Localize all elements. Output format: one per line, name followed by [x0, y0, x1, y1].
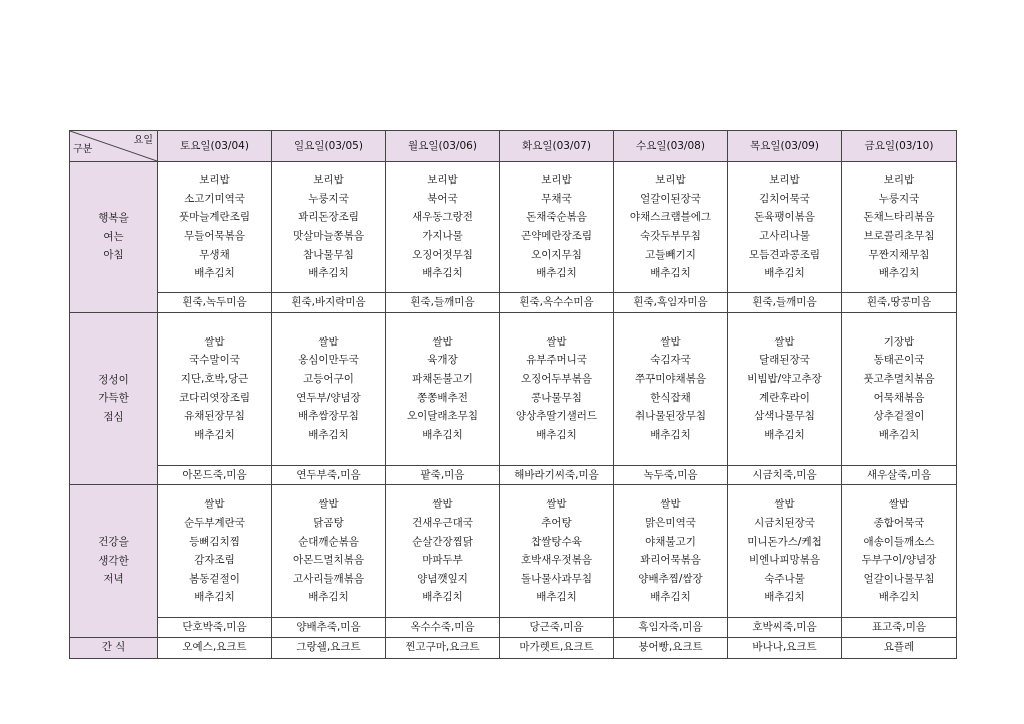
breakfast-porridge-cell: 흰죽,들깨미음 — [386, 293, 500, 313]
menu-item: 종합어묵국 — [873, 517, 925, 529]
menu-item: 배추김치 — [764, 428, 805, 441]
menu-item: 얼갈이된장국 — [640, 192, 701, 205]
lunch-label-line: 가득한 — [98, 392, 129, 405]
lunch-porridge-cell: 녹두죽,미음 — [614, 465, 728, 485]
menu-item: 배추김치 — [878, 428, 920, 441]
menu-item: 쌀밥 — [546, 335, 567, 348]
menu-item: 연두부/양념장 — [296, 391, 361, 404]
menu-item: 배추김치 — [422, 428, 463, 441]
menu-item: 보리밥 — [427, 174, 458, 187]
menu-item: 순살간장찜닭 — [412, 535, 473, 548]
breakfast-menu-cell — [842, 162, 957, 293]
menu-item: 배추김치 — [536, 428, 577, 441]
menu-item: 배추김치 — [650, 428, 691, 441]
lunch-porridge-row — [70, 465, 957, 485]
menu-item: 쌀밥 — [660, 498, 681, 511]
menu-item: 누룽지국 — [308, 192, 349, 205]
breakfast-label — [70, 162, 158, 313]
menu-item: 배추김치 — [194, 591, 235, 604]
menu-item: 맛살마늘쫑볶음 — [292, 230, 364, 242]
dinner-label — [70, 485, 158, 638]
menu-item: 미니돈가스/케첩 — [747, 535, 822, 548]
menu-item: 쌀밥 — [774, 335, 795, 348]
menu-item: 쌀밥 — [888, 498, 910, 511]
menu-item: 양념깻잎지 — [417, 572, 468, 585]
menu-item: 얼갈이나물무침 — [863, 572, 935, 585]
menu-item: 애송이들깨소스 — [863, 535, 935, 548]
menu-item: 달래된장국 — [759, 354, 810, 367]
breakfast-menu-cell — [728, 162, 842, 293]
menu-item: 삼색나물무침 — [754, 410, 815, 423]
dinner-menu-cell — [728, 485, 842, 618]
menu-item: 오이지무침 — [531, 248, 582, 261]
menu-item: 배추김치 — [650, 267, 691, 280]
lunch-row — [70, 312, 957, 465]
menu-item: 꽈리어묵볶음 — [640, 554, 701, 567]
menu-item: 배추김치 — [878, 267, 920, 280]
snack-cell: 오예스,요크트 — [158, 637, 272, 658]
corner-category-label: 구분 — [73, 144, 93, 156]
dinner-porridge-cell: 옥수수죽,미음 — [386, 618, 500, 638]
menu-item: 야채불고기 — [645, 535, 696, 548]
breakfast-porridge-cell: 흰죽,땅콩미음 — [842, 293, 957, 313]
menu-item: 비빔밥/약고추장 — [747, 373, 822, 385]
breakfast-porridge-cell: 흰죽,들깨미음 — [728, 293, 842, 313]
breakfast-porridge-cell: 흰죽,바지락미음 — [272, 293, 386, 313]
menu-item: 배추김치 — [308, 267, 349, 280]
menu-item: 쌀밥 — [204, 335, 225, 348]
lunch-menu-cell — [728, 312, 842, 465]
dinner-porridge-cell: 단호박죽,미음 — [158, 618, 272, 638]
menu-item: 콩나물무침 — [531, 391, 582, 404]
menu-item: 배추김치 — [194, 267, 235, 280]
corner-day-label: 요일 — [133, 135, 153, 146]
lunch-menu-cell — [158, 312, 272, 465]
breakfast-porridge-cell: 흰죽,흑임자미음 — [614, 293, 728, 313]
dinner-label-line: 생각한 — [98, 554, 129, 567]
lunch-menu-cell — [386, 312, 500, 465]
corner-cell — [70, 131, 158, 162]
menu-item: 국수말이국 — [189, 354, 240, 367]
snack-cell: 마가렛트,요크트 — [500, 637, 614, 658]
menu-item: 찹쌀탕수육 — [531, 535, 582, 548]
snack-row — [70, 637, 957, 658]
lunch-porridge-cell: 아몬드죽,미음 — [158, 465, 272, 485]
breakfast-porridge-cell: 흰죽,옥수수미음 — [500, 293, 614, 313]
menu-item: 숙김자국 — [650, 354, 691, 367]
menu-item: 가지나물 — [422, 230, 463, 242]
lunch-label-line: 점심 — [103, 410, 124, 423]
menu-item: 숙갓두부무침 — [640, 230, 701, 242]
menu-item: 닭곰탕 — [313, 517, 344, 529]
menu-item: 무생채 — [199, 248, 230, 261]
menu-item: 동태곤이국 — [873, 354, 925, 367]
breakfast-porridge-cell: 흰죽,녹두미음 — [158, 293, 272, 313]
menu-item: 어묵채볶음 — [873, 391, 925, 404]
snack-cell: 요플레 — [842, 637, 957, 658]
dinner-porridge-cell: 흑임자죽,미음 — [614, 618, 728, 638]
menu-item: 브로콜리초무침 — [863, 230, 935, 242]
lunch-porridge-cell: 시금치죽,미음 — [728, 465, 842, 485]
menu-item: 오이달래초무침 — [406, 410, 478, 423]
dinner-porridge-cell: 양배추죽,미음 — [272, 618, 386, 638]
dinner-menu-cell — [500, 485, 614, 618]
breakfast-menu-cell — [158, 162, 272, 293]
menu-item: 기장밥 — [883, 335, 915, 348]
menu-item: 쌀밥 — [774, 498, 795, 511]
lunch-porridge-cell: 팥죽,미음 — [386, 465, 500, 485]
menu-item: 코다리엿장조림 — [178, 391, 250, 404]
menu-item: 배추김치 — [422, 591, 463, 604]
menu-item: 쭈꾸미야채볶음 — [634, 373, 706, 385]
day-header: 화요일(03/07) — [500, 131, 614, 162]
lunch-label-line: 정성이 — [98, 373, 129, 386]
menu-item: 보리밥 — [313, 174, 344, 187]
menu-item: 유부주머니국 — [526, 354, 587, 367]
dinner-label-line: 건강을 — [98, 536, 129, 549]
menu-item: 돈육팽이볶음 — [754, 211, 815, 224]
menu-item: 호박새우젓볶음 — [520, 554, 592, 567]
menu-item: 누룽지국 — [878, 192, 920, 205]
menu-item: 무들어묵볶음 — [184, 230, 245, 242]
menu-item: 무짠지채무침 — [868, 248, 930, 261]
menu-item: 쌀밥 — [660, 335, 681, 348]
breakfast-menu-cell — [614, 162, 728, 293]
menu-item: 쌀밥 — [432, 335, 453, 348]
menu-item: 계란후라이 — [759, 391, 810, 404]
menu-item: 상추겉절이 — [873, 410, 925, 423]
dinner-label-line: 저녁 — [103, 573, 124, 586]
menu-item: 두부구이/양념장 — [861, 554, 937, 567]
menu-item: 아몬드멸치볶음 — [292, 554, 364, 567]
snack-cell: 붕어빵,요크트 — [614, 637, 728, 658]
snack-label: 간 식 — [70, 637, 158, 658]
breakfast-porridge-row — [70, 293, 957, 313]
menu-item: 무채국 — [541, 192, 572, 205]
menu-item: 북어국 — [427, 192, 458, 205]
menu-item: 배추김치 — [764, 267, 805, 280]
menu-item: 시금치된장국 — [754, 517, 815, 529]
dinner-menu-cell — [272, 485, 386, 618]
breakfast-row — [70, 162, 957, 293]
menu-item: 마파두부 — [422, 554, 463, 567]
menu-item: 순대깨순볶음 — [298, 535, 359, 548]
menu-item: 봄동겉절이 — [189, 572, 240, 585]
menu-item: 배추김치 — [650, 591, 691, 604]
menu-item: 고등어구이 — [303, 373, 354, 385]
menu-item: 쌀밥 — [204, 498, 225, 511]
menu-item: 돈채죽순볶음 — [526, 211, 587, 224]
lunch-menu-cell — [500, 312, 614, 465]
menu-item: 배추김치 — [878, 591, 920, 604]
breakfast-menu-cell — [500, 162, 614, 293]
lunch-menu-cell — [272, 312, 386, 465]
menu-item: 등뼈김치찜 — [189, 535, 240, 548]
menu-item: 지단,호박,당근 — [180, 373, 249, 385]
menu-item: 파채돈불고기 — [412, 373, 473, 385]
menu-item: 숙주나물 — [764, 572, 805, 585]
header-row — [70, 131, 957, 162]
breakfast-menu-cell — [272, 162, 386, 293]
menu-item: 오징어젓무침 — [412, 248, 473, 261]
menu-item: 보리밥 — [655, 174, 686, 187]
day-header: 수요일(03/08) — [614, 131, 728, 162]
menu-item: 보리밥 — [883, 174, 915, 187]
dinner-porridge-cell: 호박씨죽,미음 — [728, 618, 842, 638]
menu-item: 추어탕 — [541, 517, 572, 529]
menu-item: 새우동그랑전 — [412, 211, 473, 224]
menu-item: 쌀밥 — [318, 335, 339, 348]
menu-item: 배추김치 — [194, 428, 235, 441]
menu-item: 풋마늘계란조림 — [178, 211, 250, 224]
dinner-menu-cell — [386, 485, 500, 618]
menu-item: 김치어묵국 — [759, 192, 810, 205]
lunch-porridge-cell: 해바라기씨죽,미음 — [500, 465, 614, 485]
menu-item: 배추김치 — [422, 267, 463, 280]
breakfast-label-line: 여는 — [103, 230, 124, 243]
menu-item: 풋고추멸치볶음 — [863, 373, 935, 385]
dinner-menu-cell — [614, 485, 728, 618]
menu-item: 참나물무침 — [303, 248, 354, 261]
menu-item: 고사리나물 — [759, 230, 810, 242]
menu-item: 돈채느타리볶음 — [863, 211, 935, 224]
menu-item: 순두부계란국 — [184, 517, 245, 529]
dinner-menu-cell — [842, 485, 957, 618]
menu-item: 옹심이만두국 — [298, 354, 359, 367]
menu-item: 고들빼기지 — [645, 248, 696, 261]
dinner-menu-cell — [158, 485, 272, 618]
dinner-porridge-cell: 당근죽,미음 — [500, 618, 614, 638]
menu-item: 오징어두부볶음 — [520, 373, 592, 385]
breakfast-label-line: 행복을 — [98, 211, 129, 224]
day-header: 목요일(03/09) — [728, 131, 842, 162]
weekly-meal-table — [69, 130, 957, 659]
lunch-label — [70, 312, 158, 485]
menu-item: 건새우근대국 — [412, 517, 473, 529]
menu-item: 유채된장무침 — [184, 410, 245, 423]
snack-cell: 찐고구마,요크트 — [386, 637, 500, 658]
lunch-menu-cell — [614, 312, 728, 465]
menu-item: 배추김치 — [308, 591, 349, 604]
menu-item: 배추김치 — [764, 591, 805, 604]
menu-item: 보리밥 — [769, 174, 800, 187]
menu-item: 맑은미역국 — [645, 517, 696, 529]
menu-item: 배추쌈장무침 — [298, 410, 359, 423]
day-header: 금요일(03/10) — [842, 131, 957, 162]
menu-item: 고사리들깨볶음 — [292, 572, 364, 585]
menu-item: 한식잡채 — [650, 391, 691, 404]
menu-item: 감자조림 — [194, 554, 235, 567]
menu-item: 소고기미역국 — [184, 192, 245, 205]
menu-item: 쌀밥 — [432, 498, 453, 511]
menu-item: 취나물된장무침 — [634, 410, 706, 423]
dinner-porridge-cell: 표고죽,미음 — [842, 618, 957, 638]
lunch-menu-cell — [842, 312, 957, 465]
menu-item: 야채스크램블에그 — [629, 211, 712, 224]
menu-item: 돌나물사과무침 — [520, 572, 592, 585]
menu-item: 양상추딸기샐러드 — [515, 410, 598, 423]
breakfast-label-line: 아침 — [103, 249, 124, 262]
menu-item: 비엔나피망볶음 — [748, 554, 820, 567]
menu-item: 쌀밥 — [318, 498, 339, 511]
dinner-row — [70, 485, 957, 618]
menu-item: 곤약메란장조림 — [520, 230, 592, 242]
lunch-porridge-cell: 연두부죽,미음 — [272, 465, 386, 485]
menu-item: 배추김치 — [536, 591, 577, 604]
menu-item: 배추김치 — [308, 428, 349, 441]
lunch-porridge-cell: 새우살죽,미음 — [842, 465, 957, 485]
menu-item: 모듬견과콩조림 — [748, 248, 820, 261]
menu-item: 배추김치 — [536, 267, 577, 280]
breakfast-menu-cell — [386, 162, 500, 293]
menu-item: 쌀밥 — [546, 498, 567, 511]
menu-item: 양배추찜/쌈장 — [638, 572, 703, 585]
snack-cell: 바나나,요크트 — [728, 637, 842, 658]
menu-item: 보리밥 — [541, 174, 572, 187]
day-header: 월요일(03/06) — [386, 131, 500, 162]
menu-item: 쫑쫑배추전 — [417, 391, 468, 404]
dinner-porridge-row — [70, 618, 957, 638]
day-header: 토요일(03/04) — [158, 131, 272, 162]
menu-item: 꽈리돈장조림 — [298, 211, 359, 224]
snack-cell: 그랑쉘,요크트 — [272, 637, 386, 658]
menu-item: 보리밥 — [199, 174, 230, 187]
menu-item: 육개장 — [427, 354, 458, 367]
day-header: 일요일(03/05) — [272, 131, 386, 162]
